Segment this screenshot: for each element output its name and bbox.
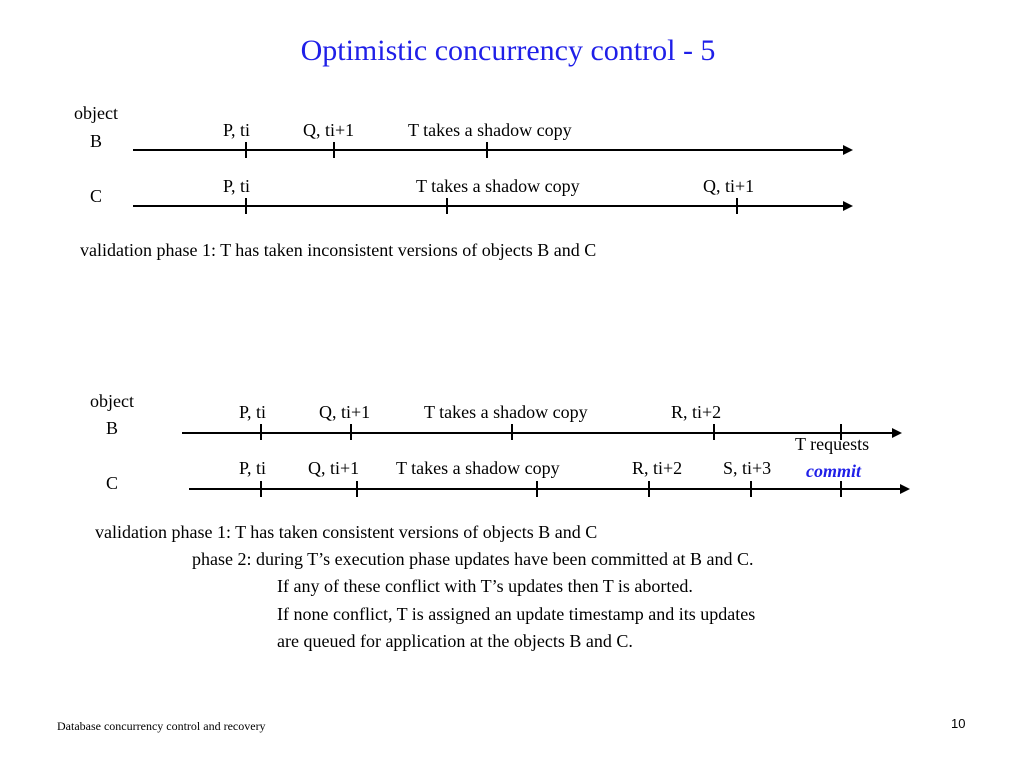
- event-label: T takes a shadow copy: [424, 402, 588, 422]
- event-tick: [486, 142, 488, 158]
- event-tick: [260, 481, 262, 497]
- object-label: object: [74, 103, 118, 123]
- caption: validation phase 1: T has taken inconsistent versions of objects B and C: [80, 240, 597, 260]
- event-label: P, ti: [223, 176, 251, 196]
- row-label-c: C: [105, 473, 118, 493]
- slide-title: Optimistic concurrency control - 5: [300, 34, 716, 67]
- event-label: Q, ti+1: [319, 402, 371, 422]
- event-label: P, ti: [239, 402, 267, 422]
- caption-line: validation phase 1: T has taken consistent versions of objects B and C: [95, 522, 598, 542]
- page-number: 10: [951, 716, 966, 731]
- object-label: object: [90, 391, 134, 411]
- caption-line: If none conflict, T is assigned an update timestamp and its updates: [277, 604, 756, 624]
- event-tick: [840, 481, 842, 497]
- event-label: Q, ti+1: [303, 120, 355, 140]
- caption-line: are queued for application at the objects B and C.: [277, 631, 633, 651]
- event-tick: [511, 424, 513, 440]
- timeline-b: [133, 149, 843, 151]
- event-tick: [736, 198, 738, 214]
- event-tick: [713, 424, 715, 440]
- event-label: R, ti+2: [632, 458, 683, 478]
- arrowhead-icon: [843, 145, 853, 155]
- event-tick: [446, 198, 448, 214]
- event-tick: [356, 481, 358, 497]
- event-label: P, ti: [223, 120, 251, 140]
- caption-line: phase 2: during T’s execution phase updates have been committed at B and C.: [192, 549, 754, 569]
- event-label: P, ti: [239, 458, 267, 478]
- timeline-b: [182, 432, 892, 434]
- arrowhead-icon: [892, 428, 902, 438]
- footer-text: Database concurrency control and recovery: [57, 719, 266, 733]
- commit-label: commit: [806, 461, 861, 481]
- row-label-b: B: [105, 418, 118, 438]
- caption-line: If any of these conflict with T’s updates then T is aborted.: [277, 576, 693, 596]
- event-label: R, ti+2: [671, 402, 722, 422]
- event-label: T takes a shadow copy: [416, 176, 580, 196]
- event-label: T takes a shadow copy: [396, 458, 560, 478]
- event-tick: [333, 142, 335, 158]
- timeline-c: [189, 488, 900, 490]
- event-tick: [245, 142, 247, 158]
- event-label: S, ti+3: [723, 458, 772, 478]
- event-label: T takes a shadow copy: [408, 120, 572, 140]
- row-label-c: C: [89, 186, 102, 206]
- event-label: Q, ti+1: [703, 176, 755, 196]
- arrowhead-icon: [843, 201, 853, 211]
- event-tick: [750, 481, 752, 497]
- event-label: Q, ti+1: [308, 458, 360, 478]
- event-tick: [536, 481, 538, 497]
- event-tick: [350, 424, 352, 440]
- event-tick: [260, 424, 262, 440]
- arrowhead-icon: [900, 484, 910, 494]
- event-tick: [648, 481, 650, 497]
- row-label-b: B: [89, 131, 102, 151]
- t-requests-label: T requests: [795, 434, 870, 454]
- event-tick: [245, 198, 247, 214]
